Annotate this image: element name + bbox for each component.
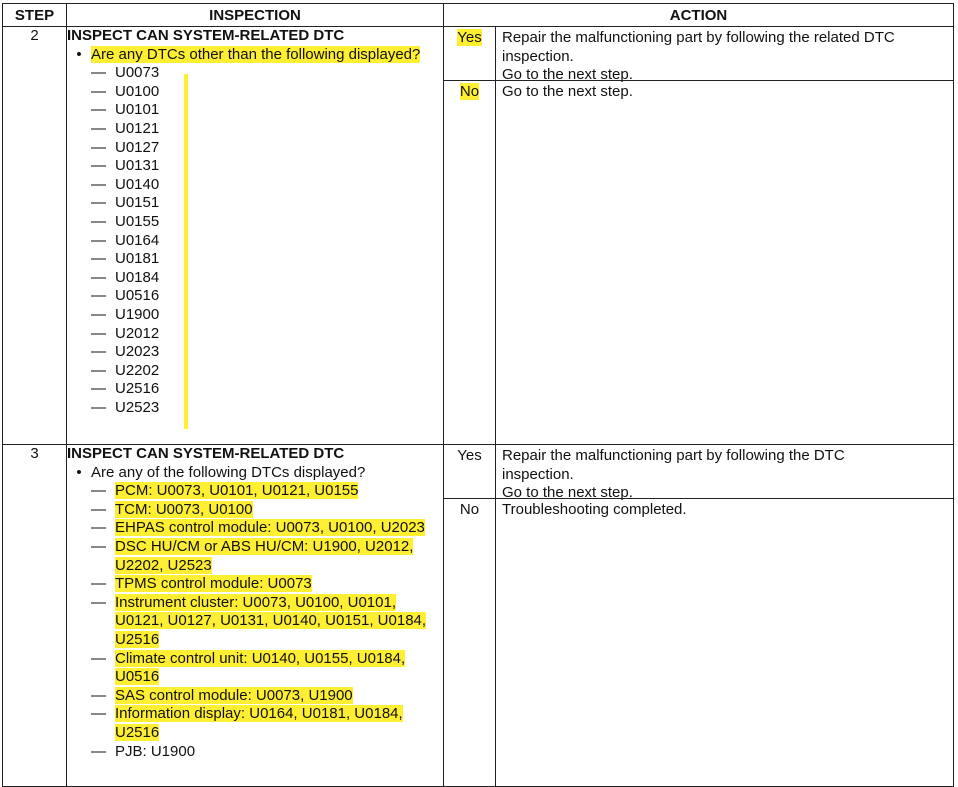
code-text: U1900 xyxy=(115,305,160,323)
action-line: Troubleshooting completed. xyxy=(502,501,687,518)
code-text: U0127 xyxy=(115,138,160,156)
code-text: U0073 xyxy=(115,64,160,82)
header-step: STEP xyxy=(3,4,67,27)
code-item xyxy=(91,157,443,176)
code-text: U2023 xyxy=(115,343,160,361)
code-item xyxy=(91,120,443,139)
no-label: No xyxy=(459,501,480,518)
action-line: Go to the next step. xyxy=(502,66,633,84)
dash: — xyxy=(91,119,106,137)
code-text: U2202 xyxy=(115,361,160,379)
header-action: ACTION xyxy=(444,4,954,27)
code-item xyxy=(91,594,443,650)
dash: — xyxy=(91,82,106,100)
no-answer xyxy=(444,498,495,520)
action-line: Repair the malfunctioning part by following the related DTC xyxy=(502,29,895,46)
dash: — xyxy=(91,138,106,156)
answer-cell xyxy=(444,27,496,445)
no-action xyxy=(496,80,953,102)
code-item xyxy=(91,482,443,501)
code-item xyxy=(91,687,443,706)
yes-label: Yes xyxy=(457,447,482,464)
inspection-cell xyxy=(67,445,444,787)
step-row-3 xyxy=(3,445,954,787)
dash: — xyxy=(91,250,106,268)
question-text: Are any of the following DTCs displayed? xyxy=(91,463,366,481)
dash: — xyxy=(91,482,106,500)
header-row xyxy=(3,4,954,27)
step-row-2 xyxy=(3,27,954,445)
dash: — xyxy=(91,575,106,593)
dash: — xyxy=(91,537,106,555)
code-item xyxy=(91,64,443,83)
dash: — xyxy=(91,324,106,342)
dash: — xyxy=(91,157,106,175)
dash: — xyxy=(91,64,106,82)
code-text: U2523 xyxy=(115,398,160,416)
code-item xyxy=(91,139,443,158)
no-answer xyxy=(444,80,495,102)
code-text: U0516 xyxy=(115,287,160,305)
code-item xyxy=(91,362,443,381)
code-item xyxy=(91,399,443,418)
code-item xyxy=(91,101,443,120)
bullet: • xyxy=(76,463,82,481)
code-item xyxy=(91,538,443,575)
no-label: No xyxy=(459,83,480,100)
code-item xyxy=(91,287,443,306)
dash: — xyxy=(91,231,106,249)
code-text: EHPAS control module: U0073, U0100, U2023 xyxy=(115,519,425,537)
bullet: • xyxy=(76,45,82,63)
code-item xyxy=(91,269,443,288)
code-item xyxy=(91,250,443,269)
code-item xyxy=(91,232,443,251)
dash: — xyxy=(91,649,106,667)
no-action xyxy=(496,498,953,520)
code-text: PJB: U1900 xyxy=(115,742,196,760)
dash: — xyxy=(91,380,106,398)
dash: — xyxy=(91,361,106,379)
code-item xyxy=(91,380,443,399)
step-number: 2 xyxy=(3,27,67,445)
code-item xyxy=(91,743,443,762)
code-item xyxy=(91,501,443,520)
code-text: U0100 xyxy=(115,82,160,100)
code-item xyxy=(91,325,443,344)
code-item xyxy=(91,306,443,325)
header-inspection: INSPECTION xyxy=(67,4,444,27)
dash: — xyxy=(91,500,106,518)
yes-action xyxy=(496,445,953,502)
code-item xyxy=(91,705,443,742)
code-text: PCM: U0073, U0101, U0121, U0155 xyxy=(115,482,359,500)
action-line: Repair the malfunctioning part by following the DTC xyxy=(502,447,845,464)
code-text: TPMS control module: U0073 xyxy=(115,575,312,593)
code-text: U0155 xyxy=(115,212,160,230)
question-text xyxy=(91,46,443,65)
action-cell xyxy=(496,445,954,787)
code-text: U2012 xyxy=(115,324,160,342)
dash: — xyxy=(91,268,106,286)
code-text: U0164 xyxy=(115,231,160,249)
dash: — xyxy=(91,686,106,704)
code-item xyxy=(91,343,443,362)
code-text: U0181 xyxy=(115,250,160,268)
code-list xyxy=(67,482,443,761)
code-text: U2516 xyxy=(115,380,160,398)
code-item xyxy=(91,83,443,102)
inspection-question xyxy=(67,464,443,483)
code-item xyxy=(91,650,443,687)
action-line: inspection. xyxy=(502,47,574,65)
code-text: TCM: U0073, U0100 xyxy=(115,500,253,518)
code-list xyxy=(67,64,443,417)
inspection-table xyxy=(2,3,954,787)
dash: — xyxy=(91,287,106,305)
dash: — xyxy=(91,593,106,611)
dash: — xyxy=(91,175,106,193)
dash: — xyxy=(91,343,106,361)
code-text: U0101 xyxy=(115,101,160,119)
code-item xyxy=(91,575,443,594)
code-item xyxy=(91,176,443,195)
code-text: Climate control unit: U0140, U0155, U0184, U0516 xyxy=(115,649,406,686)
code-text: U0140 xyxy=(115,175,160,193)
dash: — xyxy=(91,519,106,537)
yes-action xyxy=(496,27,953,84)
dash: — xyxy=(91,194,106,212)
question-highlight: Are any DTCs other than the following displayed? xyxy=(91,45,421,63)
yes-answer xyxy=(444,445,495,498)
dash: — xyxy=(91,705,106,723)
code-text: U0121 xyxy=(115,119,160,137)
inspection-question xyxy=(67,46,443,65)
code-item xyxy=(91,194,443,213)
dash: — xyxy=(91,398,106,416)
step-number: 3 xyxy=(3,445,67,787)
inspection-cell xyxy=(67,27,444,445)
action-cell xyxy=(496,27,954,445)
code-text: U0184 xyxy=(115,268,160,286)
action-line: Go to the next step. xyxy=(502,83,633,100)
code-item xyxy=(91,213,443,232)
code-item xyxy=(91,519,443,538)
code-text: Instrument cluster: U0073, U0100, U0101, U0121, U0127, U0131, U0140, U0151, U0184, U2516 xyxy=(115,593,427,648)
code-text: U0131 xyxy=(115,157,160,175)
dash: — xyxy=(91,305,106,323)
inspection-title: INSPECT CAN SYSTEM-RELATED DTC xyxy=(67,27,345,44)
inspection-title: INSPECT CAN SYSTEM-RELATED DTC xyxy=(67,445,345,462)
dash: — xyxy=(91,742,106,760)
action-line: inspection. xyxy=(502,465,574,483)
code-text: U0151 xyxy=(115,194,160,212)
code-text: SAS control module: U0073, U1900 xyxy=(115,686,353,704)
action-line: Go to the next step. xyxy=(502,484,633,502)
code-text: DSC HU/CM or ABS HU/CM: U1900, U2012, U2202, U2523 xyxy=(115,537,414,574)
dash: — xyxy=(91,212,106,230)
answer-cell xyxy=(444,445,496,787)
dash: — xyxy=(91,101,106,119)
yes-answer xyxy=(444,27,495,80)
yes-label: Yes xyxy=(457,29,482,46)
code-text: Information display: U0164, U0181, U0184, U2516 xyxy=(115,705,403,741)
